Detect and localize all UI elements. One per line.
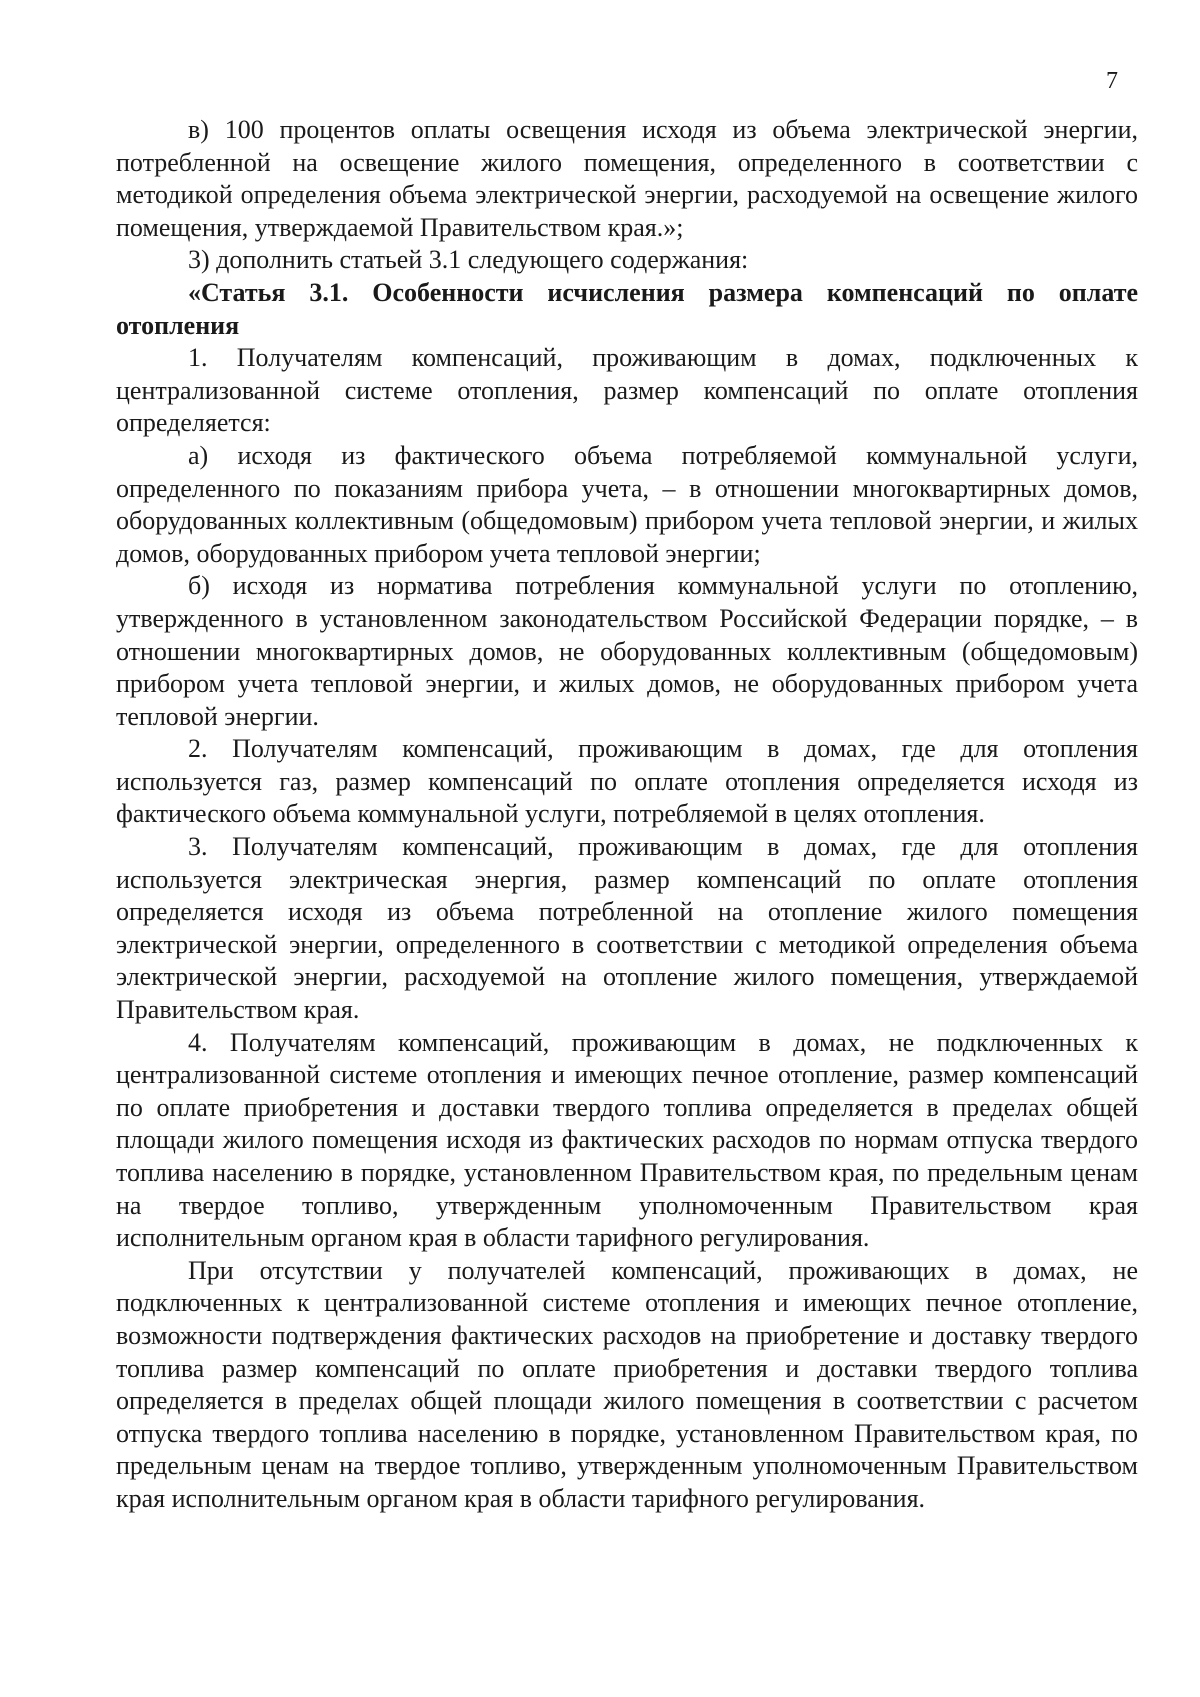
paragraph-clause-3: 3. Получателям компенсаций, проживающим в домах, где для отопления используется электрическая энергия, размер компенсаций по оплате отопления определяется исходя из объема потребленной на отопление жилого помещения электрической энергии, определенного в соответствии с методикой определения объема электрической энергии, расходуемой на отопление жилого помещения, утверждаемой Правительством края.: [116, 832, 1138, 1025]
paragraph-item-v: в) 100 процентов оплаты освещения исходя из объема электрической энергии, потребленной на освещение жилого помещения, определенного в соответствии с методикой определения объема электрической энергии, расходуемой на освещение жилого помещения, утверждаемой Правительством края.»;: [116, 115, 1138, 242]
paragraph-clause-4: 4. Получателям компенсаций, проживающим в домах, не подключенных к централизованной системе отопления и имеющих печное отопление, размер компенсаций по оплате приобретения и доставки твердого топлива определяется в пределах общей площади жилого помещения исходя из фактических расходов по нормам отпуска твердого топлива населению в порядке, установленном Правительством края, по предельным ценам на твердое топливо, утвержденным уполномоченным Правительством края исполнительным органом края в области тарифного регулирования.: [116, 1027, 1138, 1253]
page-number: 7: [1106, 68, 1118, 94]
paragraph-clause-1a: а) исходя из фактического объема потребляемой коммунальной услуги, определенного по показаниям прибора учета, – в отношении многоквартирных домов, оборудованных коллективным (общедомовым) прибором учета тепловой энергии, и жилых домов, оборудованных прибором учета тепловой энергии;: [116, 440, 1138, 568]
paragraph-clause-1b: б) исходя из норматива потребления коммунальной услуги по отоплению, утвержденного в установленном законодательством Российской Федерации порядке, – в отношении многоквартирных домов, не оборудованных коллективным (общедомовым) прибором учета тепловой энергии, и жилых домов, не оборудованных прибором учета тепловой энергии.: [116, 571, 1138, 731]
document-body: [116, 114, 1138, 1516]
article-heading: «Статья 3.1. Особенности исчисления размера компенсаций по оплате отопления: [116, 277, 1138, 340]
paragraph-clause-1: 1. Получателям компенсаций, проживающим в домах, подключенных к централизованной системе отопления, размер компенсаций по оплате отопления определяется:: [116, 343, 1138, 438]
paragraph-absence-of-proof: При отсутствии у получателей компенсаций, проживающих в домах, не подключенных к централизованной системе отопления и имеющих печное отопление, возможности подтверждения фактических расходов на приобретение и доставку твердого топлива размер компенсаций по оплате приобретения и доставки твердого топлива определяется в пределах общей площади жилого помещения в соответствии с расчетом отпуска твердого топлива населению в порядке, установленном Правительством края, по предельным ценам на твердое топливо, утвержденным уполномоченным Правительством края исполнительным органом края в области тарифного регулирования.: [116, 1255, 1138, 1513]
paragraph-clause-2: 2. Получателям компенсаций, проживающим в домах, где для отопления используется газ, размер компенсаций по оплате отопления определяется исходя из фактического объема коммунальной услуги, потребляемой в целях отопления.: [116, 734, 1138, 829]
paragraph-amendment-3: 3) дополнить статьей 3.1 следующего содержания:: [188, 245, 749, 275]
